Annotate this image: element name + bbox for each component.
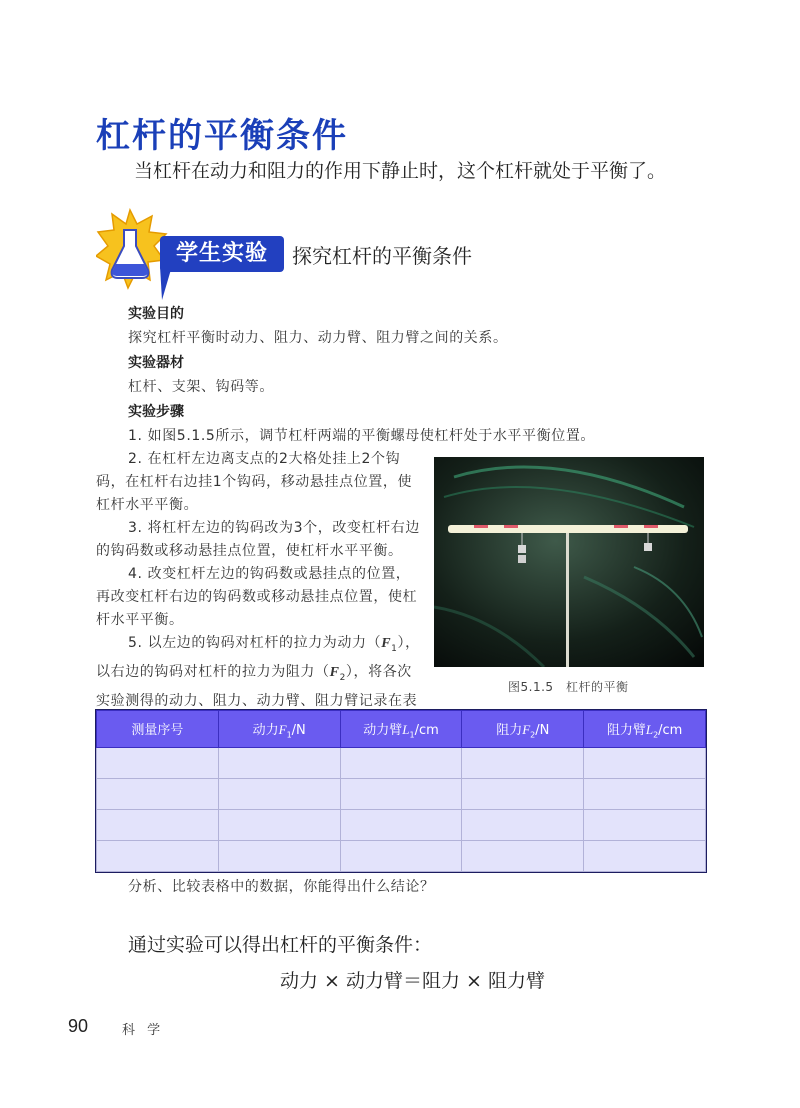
table-header-cell	[584, 711, 706, 748]
f1-symbol: F	[381, 636, 392, 651]
step-2: 2. 在杠杆左边离支点的2大格处挂上2个钩码，在杠杆右边挂1个钩码，移动悬挂点位置，使杠杆水平平衡。	[96, 451, 413, 513]
header-post: /N	[291, 722, 306, 738]
table-cell[interactable]	[97, 748, 219, 779]
table-cell[interactable]	[462, 810, 584, 841]
f2-symbol: F	[329, 664, 340, 680]
step-5-part-c: ），将各次实验测得的动力、阻力、动力臂、阻力臂记录在表	[96, 663, 418, 709]
steps-label: 实验步骤	[128, 404, 184, 420]
table-header-cell	[340, 711, 462, 748]
book-title: 科 学	[122, 1023, 165, 1038]
lever-photo	[434, 457, 704, 667]
table-cell[interactable]	[97, 779, 219, 810]
table-cell[interactable]	[218, 810, 340, 841]
table-header-cell	[462, 711, 584, 748]
table-cell[interactable]	[218, 748, 340, 779]
table-cell[interactable]	[584, 841, 706, 872]
header-post: /N	[535, 722, 550, 738]
table-row	[97, 841, 706, 872]
step-5-part-b: ），以右边的钩码对杠杆的拉力为阻力（	[96, 635, 420, 680]
table-cell[interactable]	[218, 841, 340, 872]
header-post: /cm	[658, 722, 683, 738]
header-sub: 1	[409, 730, 415, 740]
section-intro: 当杠杆在动力和阻力的作用下静止时，这个杠杆就处于平衡了。	[134, 160, 667, 182]
table-cell[interactable]	[584, 810, 706, 841]
step-3: 3. 将杠杆左边的钩码改为3个，改变杠杆右边的钩码数或移动悬挂点位置，使杠杆水平平衡。	[96, 520, 420, 559]
step-5-part-a: 5. 以左边的钩码对杠杆的拉力为动力（	[128, 635, 382, 651]
badge-label: 学生实验	[160, 236, 284, 272]
purpose-text: 探究杠杆平衡时动力、阻力、动力臂、阻力臂之间的关系。	[128, 330, 508, 346]
step-1: 1. 如图5.1.5所示，调节杠杆两端的平衡螺母使杠杆处于水平平衡位置。	[128, 428, 596, 444]
table-cell[interactable]	[584, 748, 706, 779]
header-sub: 2	[530, 730, 536, 740]
materials-text: 杠杆、支架、钩码等。	[128, 379, 274, 395]
table-cell[interactable]	[340, 810, 462, 841]
header-sub: 2	[653, 730, 659, 740]
f1-subscript: 1	[391, 643, 398, 654]
experiment-badge	[96, 208, 296, 303]
table-body	[97, 748, 706, 872]
table-row	[97, 779, 706, 810]
header-pre: 动力臂	[363, 722, 403, 738]
header-var: F	[522, 721, 531, 737]
purpose-label: 实验目的	[128, 306, 184, 322]
lever-balance-illustration	[434, 457, 704, 667]
header-sub: 1	[286, 730, 292, 740]
data-table	[96, 710, 706, 872]
header-var: L	[402, 721, 410, 737]
conclusion-intro: 通过实验可以得出杠杆的平衡条件：	[128, 934, 433, 956]
analysis-question: 分析、比较表格中的数据，你能得出什么结论？	[128, 879, 435, 895]
table-cell[interactable]	[340, 841, 462, 872]
figure-caption: 图5.1.5 杠杆的平衡	[508, 680, 629, 694]
header-pre: 动力	[252, 722, 279, 738]
table-row	[97, 748, 706, 779]
header-var: L	[645, 721, 654, 737]
table-row	[97, 810, 706, 841]
table-header-cell	[97, 711, 219, 748]
table-cell[interactable]	[340, 779, 462, 810]
page-number: 90	[68, 1016, 89, 1036]
table-header-row	[97, 711, 706, 748]
header-var: F	[278, 721, 287, 737]
header-pre: 阻力	[496, 722, 523, 738]
table-cell[interactable]	[462, 748, 584, 779]
table-cell[interactable]	[462, 779, 584, 810]
step-4: 4. 改变杠杆左边的钩码数或悬挂点的位置，再改变杠杆右边的钩码数或移动悬挂点位置，使杠杆水平平衡。	[96, 566, 418, 628]
table-cell[interactable]	[584, 779, 706, 810]
table-cell[interactable]	[462, 841, 584, 872]
table-cell[interactable]	[97, 841, 219, 872]
materials-label: 实验器材	[128, 355, 184, 371]
header-pre: 测量序号	[131, 722, 184, 738]
table-cell[interactable]	[218, 779, 340, 810]
f2-subscript: 2	[339, 672, 346, 683]
header-post: /cm	[414, 722, 439, 738]
table-cell[interactable]	[340, 748, 462, 779]
balance-formula: 动力 × 动力臂＝阻力 × 阻力臂	[280, 970, 545, 992]
table-cell[interactable]	[97, 810, 219, 841]
table-header-cell	[218, 711, 340, 748]
section-title: 杠杆的平衡条件	[96, 116, 348, 156]
header-pre: 阻力臂	[606, 722, 646, 738]
experiment-title: 探究杠杆的平衡条件	[292, 244, 472, 268]
